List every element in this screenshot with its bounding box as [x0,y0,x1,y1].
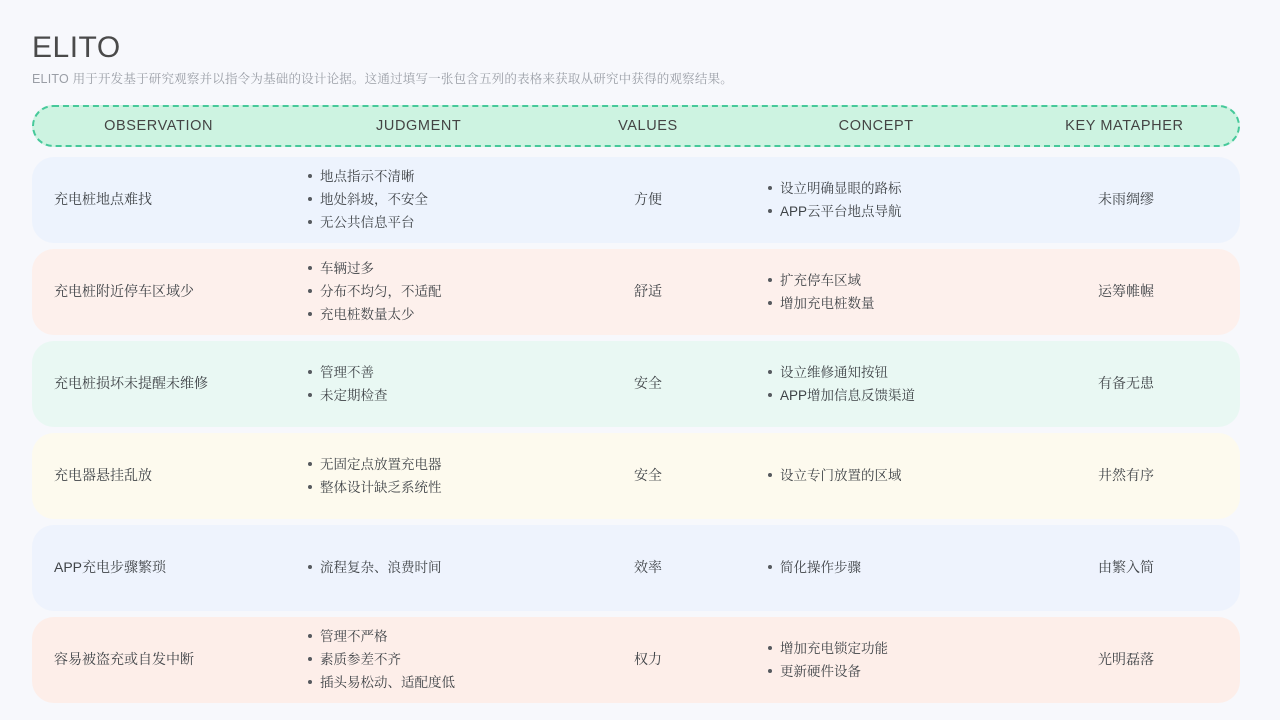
table-row [32,341,1240,427]
cell-key-metaphor: 由繁入简 [1098,559,1154,576]
cell-observation: 容易被盗充或自发中断 [54,651,194,668]
judgment-item: 地处斜坡，不安全 [308,188,554,211]
concept-item: 设立明确显眼的路标 [768,177,1012,200]
column-header-key-metaphor: KEY MATAPHER [1065,117,1184,134]
judgment-item: 无公共信息平台 [308,211,554,234]
cell-judgment [282,625,554,695]
column-header-concept: CONCEPT [838,117,914,134]
column-header-judgment: JUDGMENT [376,117,462,134]
cell-judgment [282,165,554,235]
cell-key-metaphor: 光明磊落 [1098,651,1154,668]
cell-concept [742,464,1012,487]
judgment-item: 车辆过多 [308,257,554,280]
table-row [32,249,1240,335]
concept-item: 更新硬件设备 [768,660,1012,683]
table-row [32,157,1240,243]
page-title: ELITO [32,31,121,64]
cell-concept [742,637,1012,683]
table-row [32,433,1240,519]
concept-item: 设立维修通知按钮 [768,361,1012,384]
judgment-item: 流程复杂、浪费时间 [308,556,554,579]
cell-judgment [282,556,554,579]
cell-judgment [282,257,554,327]
judgment-item: 管理不严格 [308,625,554,648]
judgment-item: 地点指示不清晰 [308,165,554,188]
cell-observation: 充电桩地点难找 [54,191,152,208]
cell-values: 安全 [634,467,662,484]
concept-item: APP云平台地点导航 [768,200,1012,223]
cell-judgment [282,453,554,499]
table-body [32,157,1240,703]
concept-item: 扩充停车区域 [768,269,1012,292]
cell-judgment [282,361,554,407]
concept-item: 简化操作步骤 [768,556,1012,579]
judgment-item: 无固定点放置充电器 [308,453,554,476]
cell-key-metaphor: 未雨绸缪 [1098,191,1154,208]
cell-concept [742,269,1012,315]
cell-values: 权力 [634,651,662,668]
concept-item: 设立专门放置的区域 [768,464,1012,487]
cell-observation: 充电桩损坏未提醒未维修 [54,375,208,392]
concept-item: 增加充电锁定功能 [768,637,1012,660]
cell-concept [742,361,1012,407]
column-header-values: VALUES [618,117,678,134]
judgment-item: 素质参差不齐 [308,648,554,671]
cell-concept [742,177,1012,223]
judgment-item: 充电桩数量太少 [308,303,554,326]
table-header-row [32,105,1240,147]
judgment-item: 分布不均匀，不适配 [308,280,554,303]
elito-table [32,105,1240,703]
concept-item: APP增加信息反馈渠道 [768,384,1012,407]
judgment-item: 未定期检查 [308,384,554,407]
cell-observation: 充电桩附近停车区域少 [54,283,194,300]
cell-values: 方便 [634,191,662,208]
concept-item: 增加充电桩数量 [768,292,1012,315]
cell-observation: 充电器悬挂乱放 [54,467,152,484]
judgment-item: 插头易松动、适配度低 [308,671,554,694]
column-header-observation: OBSERVATION [104,117,214,134]
table-row [32,617,1240,703]
cell-concept [742,556,1012,579]
cell-key-metaphor: 运筹帷幄 [1098,283,1154,300]
judgment-item: 管理不善 [308,361,554,384]
cell-values: 安全 [634,375,662,392]
cell-values: 效率 [634,559,662,576]
cell-values: 舒适 [634,283,662,300]
table-row [32,525,1240,611]
judgment-item: 整体设计缺乏系统性 [308,476,554,499]
cell-observation: APP充电步骤繁琐 [54,559,167,576]
cell-key-metaphor: 有备无患 [1098,375,1154,392]
cell-key-metaphor: 井然有序 [1098,467,1154,484]
page-subtitle: ELITO 用于开发基于研究观察并以指令为基础的设计论据。这通过填写一张包含五列的表格来获取从研究中获得的观察结果。 [32,72,733,86]
